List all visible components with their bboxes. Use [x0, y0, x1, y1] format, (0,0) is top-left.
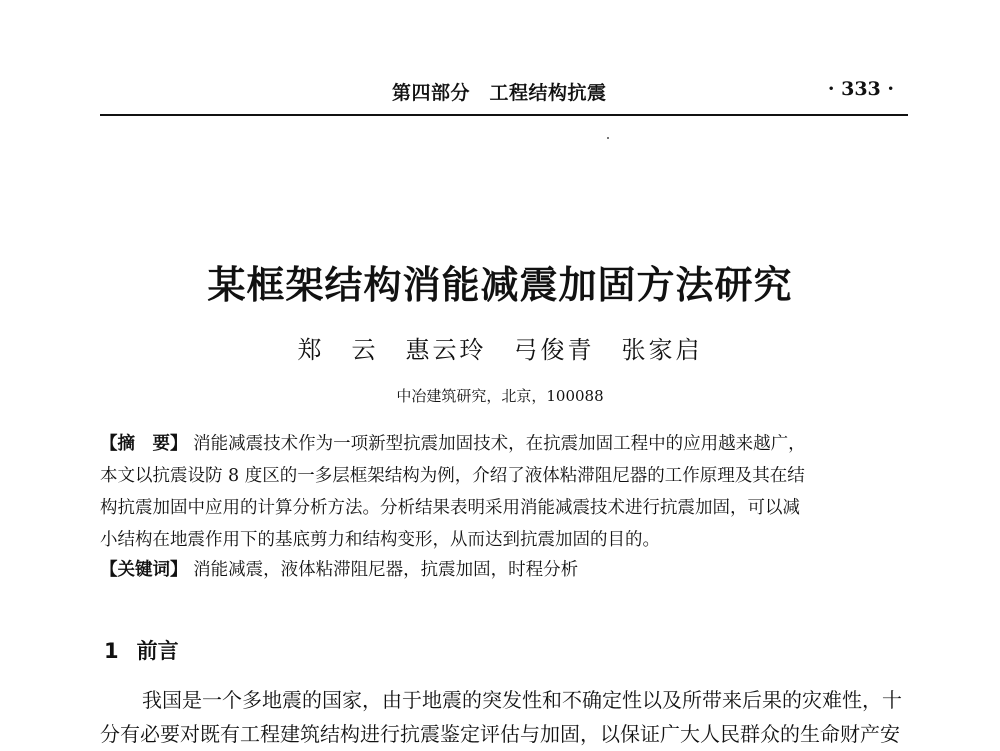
section-title: 前言: [136, 639, 179, 663]
scan-speck: [607, 137, 609, 139]
abstract-text: 消能减震技术作为一项新型抗震加固技术，在抗震加固工程中的应用越来越广，: [193, 434, 806, 454]
abstract-line: 构抗震加固中应用的计算分析方法。分析结果表明采用消能减震技术进行抗震加固，可以减: [100, 498, 800, 518]
header-section-title: 第四部分 工程结构抗震: [392, 82, 607, 104]
header-page-number: · 333 ·: [827, 78, 894, 100]
author-list: 郑 云 惠云玲 弓俊青 张家启: [297, 336, 703, 364]
keywords-label: 【关键词】: [100, 560, 188, 580]
abstract-line: 本文以抗震设防 8 度区的一多层框架结构为例，介绍了液体粘滞阻尼器的工作原理及其在结: [100, 466, 805, 486]
keywords: [100, 556, 912, 581]
body-line: 分有必要对既有工程建筑结构进行抗震鉴定评估与加固，以保证广大人民群众的生命财产安: [100, 722, 900, 746]
body-line: 我国是一个多地震的国家，由于地震的突发性和不确定性以及所带来后果的灾难性，十: [142, 688, 902, 712]
running-header: [100, 78, 908, 116]
abstract-line: 小结构在地震作用下的基底剪力和结构变形，从而达到抗震加固的目的。: [100, 530, 660, 550]
affiliation: 中冶建筑研究，北京，100088: [396, 387, 604, 405]
paper-title: 某框架结构消能减震加固方法研究: [207, 262, 793, 307]
abstract-label: 【摘 要】: [100, 434, 188, 454]
body-text: [100, 683, 912, 751]
abstract: [100, 428, 912, 556]
keywords-text: 消能减震，液体粘滞阻尼器，抗震加固，时程分析: [193, 560, 579, 580]
abstract-line: [100, 428, 912, 460]
section-heading: [104, 635, 179, 665]
section-number: 1: [104, 639, 119, 663]
